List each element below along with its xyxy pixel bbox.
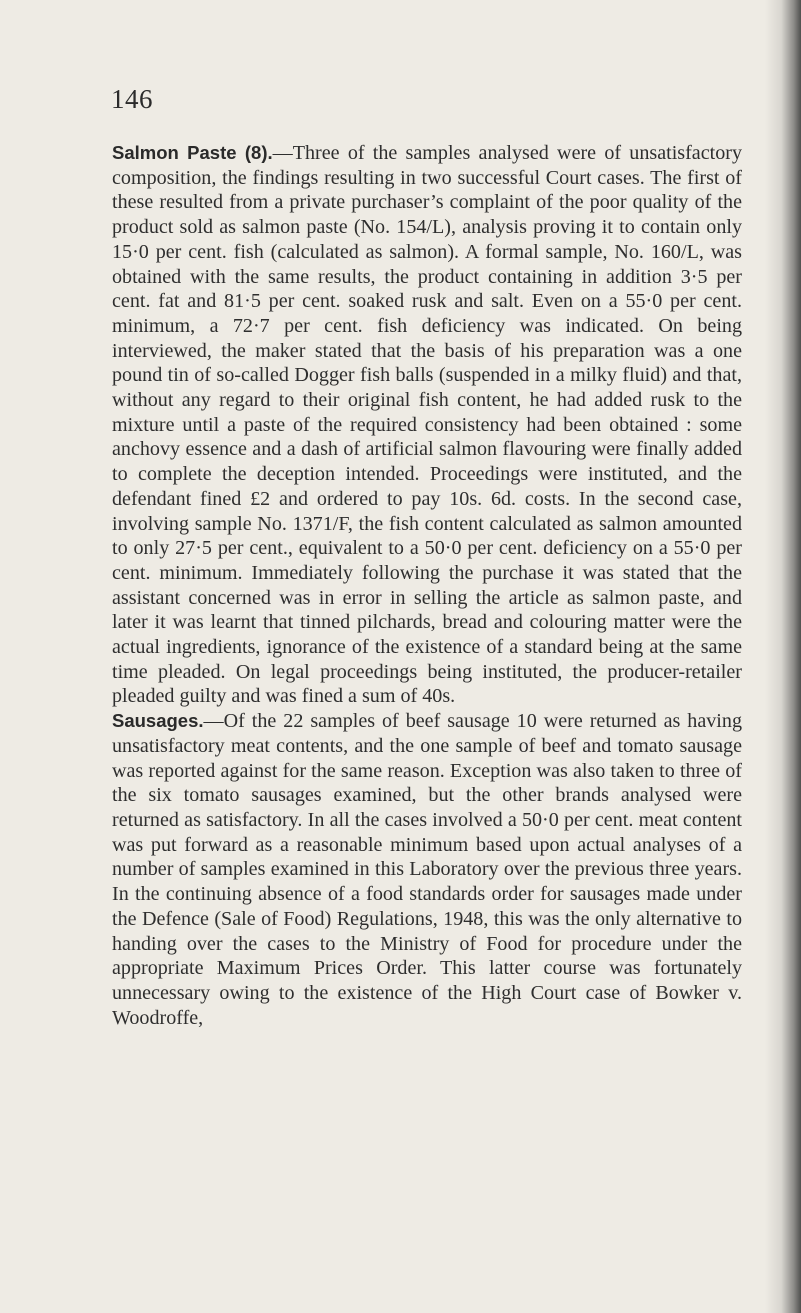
page-number: 146	[111, 84, 153, 114]
paragraph-text: —Of the 22 samples of beef sausage 10 were returned as having unsatisfactory meat contents, and the one sample of beef and tomato sausage was reported against for the same reason. Exception was also taken to three of the six tomato sausages examined, but the other brands analysed were returned as satisfactory. In all the cases involved a 50·0 per cent. meat content was put forward as a reasonable minimum based upon actual analyses of a number of samples examined in this Laboratory over the previous three years. In the continuing absence of a food standards order for sausages made under the Defence (Sale of Food) Regulations, 1948, this was the only alternative to handing over the cases to the Ministry of Food for procedure under the appropriate Maximum Prices Order. This latter course was fortunately unnecessary owing to the existence of the High Court case of Bowker v. Woodroffe,	[112, 710, 742, 1029]
paragraph-sausages	[112, 709, 742, 1030]
paragraph-heading: Salmon Paste (8).	[112, 142, 273, 163]
paragraph-salmon-paste	[112, 141, 742, 709]
paragraph-text: —Three of the samples analysed were of unsatisfactory composition, the findings resulting in two successful Court cases. The first of these resulted from a private purchaser’s complaint of the poor quality of the product sold as salmon paste (No. 154/L), analysis proving it to contain only 15·0 per cent. fish (calculated as salmon). A formal sample, No. 160/L, was obtained with the same results, the product containing in addition 3·5 per cent. fat and 81·5 per cent. soaked rusk and salt. Even on a 55·0 per cent. minimum, a 72·7 per cent. fish deficiency was indicated. On being interviewed, the maker stated that the basis of his preparation was a one pound tin of so-called Dogger fish balls (suspended in a milky fluid) and that, without any regard to their original fish content, he had added rusk to the mixture until a paste of the required consistency had been obtained : some anchovy essence and a dash of artificial salmon flavouring were finally added to complete the deception intended. Proceedings were instituted, and the defendant fined £2 and ordered to pay 10s. 6d. costs. In the second case, involving sample No. 1371/F, the fish content calculated as salmon amounted to only 27·5 per cent., equivalent to a 50·0 per cent. deficiency on a 55·0 per cent. minimum. Immediately following the purchase it was stated that the assistant concerned was in error in selling the article as salmon paste, and later it was learnt that tinned pilchards, bread and colouring matter were the actual ingredients, ignorance of the existence of a standard being at the same time pleaded. On legal proceedings being instituted, the producer-retailer pleaded guilty and was fined a sum of 40s.	[112, 142, 743, 708]
page-edge-shadow	[765, 0, 801, 1313]
body-text	[112, 141, 742, 1030]
paragraph-heading: Sausages.	[112, 710, 204, 732]
